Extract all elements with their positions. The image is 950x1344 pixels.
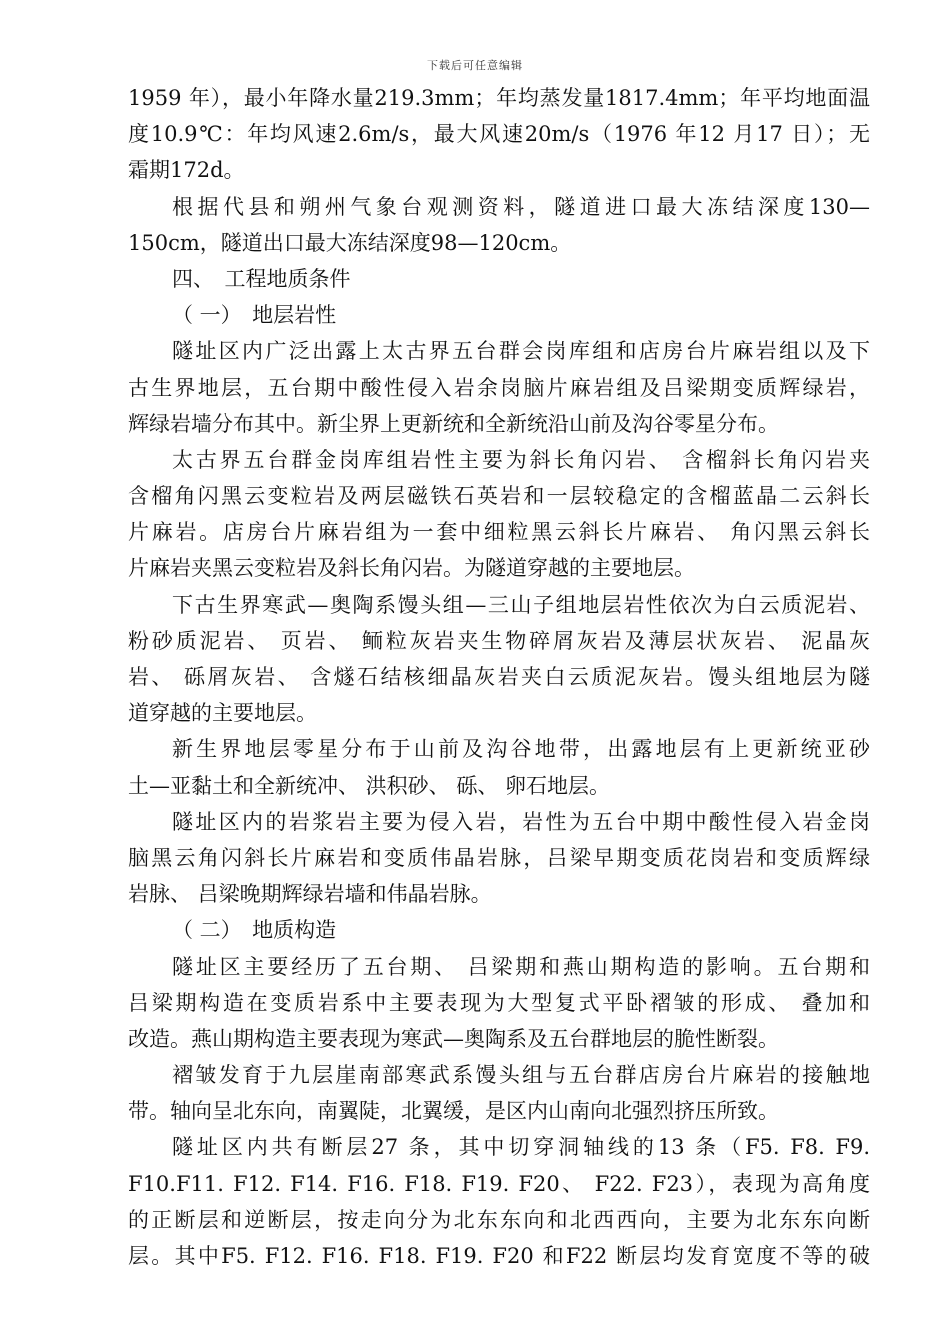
text-line: 带。轴向呈北东向，南翼陡，北翼缓，是区内山南向北强烈挤压所致。 <box>128 1099 779 1124</box>
text-line: 新生界地层零星分布于山前及沟谷地带，出露地层有上更新统亚砂 <box>172 737 870 762</box>
text-line: F10.F11. F12. F14. F16. F18. F19. F20、 F22. F23），表现为高角度 <box>128 1171 870 1196</box>
text-line: 脑黑云角闪斜长片麻岩和变质伟晶岩脉，吕梁早期变质花岗岩和变质辉绿 <box>128 845 870 870</box>
text-line: 隧址区内的岩浆岩主要为侵入岩，岩性为五台中期中酸性侵入岩金岗 <box>172 809 870 834</box>
text-line: 根据代县和朔州气象台观测资料，隧道进口最大冻结深度130— <box>172 194 870 219</box>
section-heading: （ 二） 地质构造 <box>172 918 337 943</box>
text-line: 层。其中F5. F12. F16. F18. F19. F20 和F22 断层均发育宽度不等的破 <box>128 1244 870 1268</box>
text-line: 古生界地层，五台期中酸性侵入岩余岗脑片麻岩组及吕梁期变质辉绿岩， <box>128 375 870 400</box>
text-line: 隧址区主要经历了五台期、 吕梁期和燕山期构造的影响。五台期和 <box>172 954 870 979</box>
text-line: 隧址区内广泛出露上太古界五台群会岗库组和店房台片麻岩组以及下 <box>172 339 870 364</box>
text-line: 改造。燕山期构造主要表现为寒武—奥陶系及五台群地层的脆性断裂。 <box>128 1026 779 1051</box>
section-heading: （ 一） 地层岩性 <box>172 303 337 328</box>
text-line: 霜期172d。 <box>128 158 245 183</box>
text-line: 太古界五台群金岗库组岩性主要为斜长角闪岩、 含榴斜长角闪岩夹 <box>172 447 870 472</box>
text-line: 岩脉、 吕梁晚期辉绿岩墙和伟晶岩脉。 <box>128 882 492 907</box>
text-line: 150cm，隧道出口最大冻结深度98—120cm。 <box>128 230 572 255</box>
text-line: 褶皱发育于九层崖南部寒武系馒头组与五台群店房台片麻岩的接触地 <box>172 1063 870 1088</box>
text-line: 1959 年），最小年降水量219.3mm；年均蒸发量1817.4mm；年平均地面温 <box>128 86 870 110</box>
text-line: 道穿越的主要地层。 <box>128 701 317 726</box>
text-line: 粉砂质泥岩、 页岩、 鲕粒灰岩夹生物碎屑灰岩及薄层状灰岩、 泥晶灰 <box>128 628 870 653</box>
text-line: 吕梁期构造在变质岩系中主要表现为大型复式平卧褶皱的形成、 叠加和 <box>128 990 870 1015</box>
text-line: 辉绿岩墙分布其中。新尘界上更新统和全新统沿山前及沟谷零星分布。 <box>128 411 779 436</box>
text-line: 的正断层和逆断层，按走向分为北东东向和北西西向，主要为北东东向断 <box>128 1207 870 1232</box>
document-body <box>128 80 870 1274</box>
text-line: 下古生界寒武—奥陶系馒头组—三山子组地层岩性依次为白云质泥岩、 <box>172 592 870 617</box>
text-line: 土—亚黏土和全新统冲、 洪积砂、 砾、 卵石地层。 <box>128 773 611 798</box>
text-line: 片麻岩。店房台片麻岩组为一套中细粒黑云斜长片麻岩、 角闪黑云斜长 <box>128 520 870 545</box>
section-heading: 四、 工程地质条件 <box>172 266 351 291</box>
text-line: 含榴角闪黑云变粒岩及两层磁铁石英岩和一层较稳定的含榴蓝晶二云斜长 <box>128 484 870 509</box>
text-line: 隧址区内共有断层27 条，其中切穿洞轴线的13 条（F5. F8. F9. <box>172 1135 870 1160</box>
page-header: 下载后可任意编辑 <box>427 59 523 72</box>
text-line: 度10.9℃：年均风速2.6m/s，最大风速20m/s（1976 年12 月17 日）；无 <box>128 122 870 147</box>
text-line: 片麻岩夹黑云变粒岩及斜长角闪岩。为隧道穿越的主要地层。 <box>128 556 695 581</box>
text-line: 岩、 砾屑灰岩、 含燧石结核细晶灰岩夹白云质泥灰岩。馒头组地层为隧 <box>128 665 870 689</box>
